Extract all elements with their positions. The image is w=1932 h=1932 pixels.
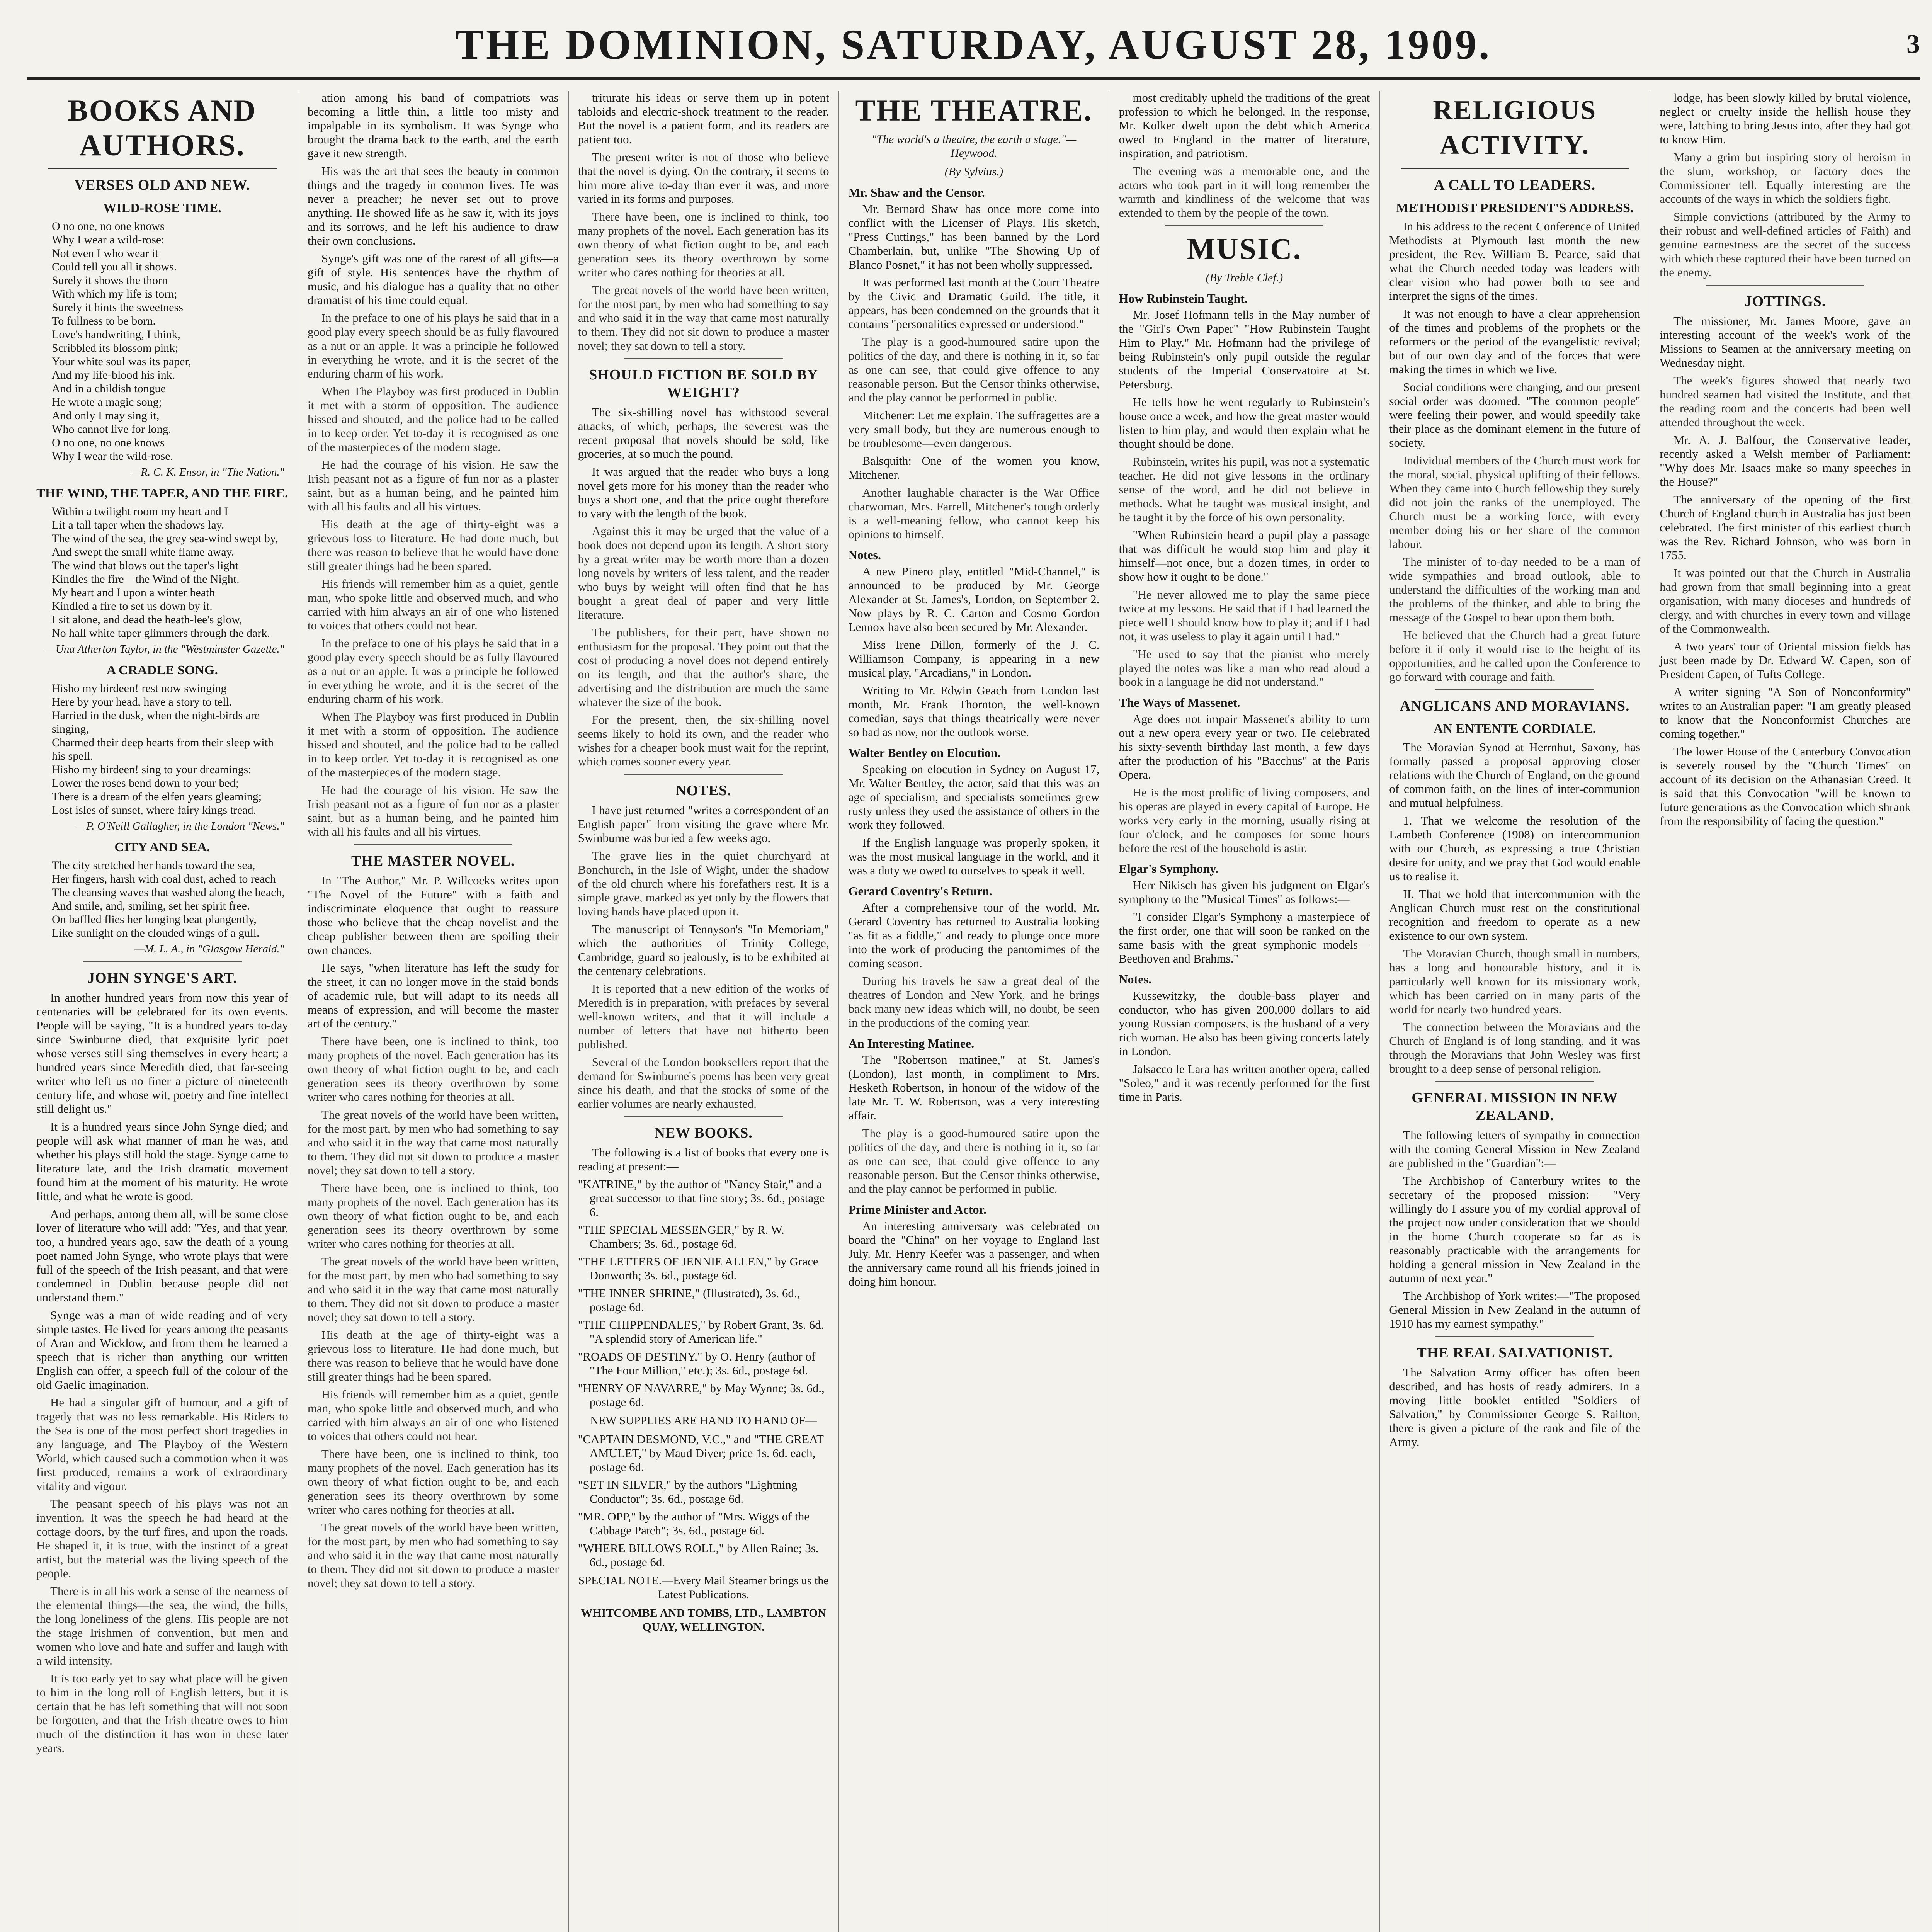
bookseller: WHITCOMBE AND TOMBS, LTD., LAMBTON QUAY, WELLINGTON.: [581, 1607, 827, 1633]
jottings-paragraph: The missioner, Mr. James Moore, gave an interesting account of the week's work of the Missions to Seamen at the anniversary meeting on Wednesday night.: [1660, 314, 1911, 369]
wild-rose-poem: O no one, no one knows Why I wear a wild-rose: Not even I who wear it Could tell you all it shows. Surely it shows the thorn With which my life is torn; Surely it hints the sweetness To fullness to be born. Love's handwriting, I think, Scribbled its blossom pink; Your white soul was its paper, And my life-blood his ink. And in a childish tongue He wrote a magic song; And only I may sing it, Who cannot live for long. O no one, no one knows Why I wear the wild-rose.: [52, 220, 191, 463]
matinee-title: An Interesting Matinee.: [848, 1036, 975, 1050]
master-novel-paragraph: The great novels of the world have been written, for the most part, by men who had something to say and who said it in the way that came most naturally to them. They did not sit down to produce a master novel; they sat down to tell a story.: [307, 1520, 559, 1590]
verses-title: VERSES OLD AND NEW.: [74, 177, 250, 193]
synge-continued: When The Playboy was first produced in Dublin it met with a storm of opposition. The audience hissed and shouted, and the police had to be called in to keep order. Yet to-day it is recognised as one of the masterpieces of the modern stage.: [307, 384, 559, 454]
novel-continued: The great novels of the world have been written, for the most part, by men who had something to say and who said it in the way that came most naturally to them. They did not sit down to produce a master novel; they sat down to tell a story.: [578, 283, 829, 352]
synge-paragraph: Synge was a man of wide reading and of very simple tastes. He lived for years among the peasants of Aran and Wicklow, and from them he learned a speech that is richer than anything our written English can offer, a speech full of the colour of the old Gaelic imagination.: [36, 1308, 288, 1391]
notes-paragraph: I have just returned "writes a correspondent of an English paper" from visiting the grave where Mr. Swinburne was buried a few weeks ago.: [578, 803, 829, 845]
column-3: [568, 91, 838, 1932]
synge-continued: His death at the age of thirty-eight was a grievous loss to literature. He had done much, but there was reason to believe that he would have done still greater things had he been spared.: [307, 517, 559, 573]
rubinstein-paragraph: "He never allowed me to play the same piece twice at my lessons. He said that if I had learned the piece well I should know how to play it; and if I had not, it was useless to play it again until I had.": [1119, 588, 1370, 643]
salvationist-continued: Many a grim but inspiring story of heroism in the slum, workshop, or factory does the Commissioner tell. Equally interesting are the accounts of the ways in which the soldiers fight.: [1660, 150, 1911, 206]
jottings-paragraph: The lower House of the Canterbury Convocation is severely roused by the "Church Times" on account of its decision on the Athanasian Creed. It is said that this Convocation "will be known to future generations as the Convocation which shrank from the responsibility of facing the question.": [1660, 745, 1911, 828]
synge-continued: In the preface to one of his plays he said that in a good play every speech should be as fully flavoured as a nut or an apple. It was a principle he followed in everything he wrote, and it is the secret of the enduring charm of his work.: [307, 311, 559, 380]
bentley-title: Walter Bentley on Elocution.: [848, 746, 1001, 760]
primrose-paragraph: An interesting anniversary was celebrated on board the "China" on her voyage to England last July. Mr. Henry Keefer was a passenger, and when the anniversary came round all his friends joined in doing him honour.: [848, 1219, 1100, 1288]
massenet-paragraph: Age does not impair Massenet's ability to turn out a new opera every year or two. He celebrated his sixty-seventh birthday last month, a few days after the production of his "Bacchus" at the Paris Opera.: [1119, 712, 1370, 781]
mission-title: GENERAL MISSION IN NEW ZEALAND.: [1412, 1090, 1618, 1124]
leaders-title: A CALL TO LEADERS.: [1434, 177, 1596, 193]
new-books-title: NEW BOOKS.: [654, 1125, 753, 1141]
anglicans-paragraph: The Moravian Synod at Herrnhut, Saxony, has formally passed a proposal approving closer relations with the Church of England, on the ground of common faith, on the lines of inter-communion and mutual helpfulness.: [1389, 740, 1641, 810]
book-item: "THE LETTERS OF JENNIE ALLEN," by Grace Donworth; 3s. 6d., postage 6d.: [578, 1255, 818, 1282]
book-item: "ROADS OF DESTINY," by O. Henry (author of "The Four Million," etc.); 3s. 6d., postage 6d.: [578, 1350, 816, 1377]
notes-paragraph: Several of the London booksellers report that the demand for Swinburne's poems has been very great since his death, and that the stocks of some of the earlier volumes are nearly exhausted.: [578, 1055, 829, 1111]
special-notice: SPECIAL NOTE.—Every Mail Steamer brings us the Latest Publications.: [578, 1574, 829, 1601]
cradle-poem: Hisho my birdeen! rest now swinging Here by your head, have a story to tell. Harried in the dusk, when the night-birds are singing, Charmed their deep hearts from their sleep with his spell. Hisho my birdeen! sing to your dreamings: Lower the roses bend down to your bed; There is a dream of the elfen years gleaming; Lost isles of sunset, where fairy kings tread.: [52, 682, 274, 816]
synge-paragraph: In another hundred years from now this year of centenaries will be celebrated for its own events. People will be saying, "It is a hundred years to-day since Swinburne died, that exquisite lyric poet whose verses still sing themselves in every heart; a hundred years since Meredith died, that far-seeing writer who left us no finer a picture of nineteenth century life, and whose wit, poetry and fine intellect still delight us.": [36, 991, 288, 1116]
synge-continued: In the preface to one of his plays he said that in a good play every speech should be as fully flavoured as a nut or an apple. It was a principle he followed in everything he wrote, and it is the secret of the enduring charm of his work.: [307, 636, 559, 706]
anglicans-paragraph: 1. That we welcome the resolution of the Lambeth Conference (1908) on intercommunion with our Church, as expressing a true Christian desire for unity, and we pray that God would enable us to realise it.: [1389, 814, 1641, 883]
leaders-paragraph: He believed that the Church had a great future before it if only it would rise to the height of its opportunities, and he called upon the Conference to go forward with courage and faith.: [1389, 628, 1641, 684]
jottings-paragraph: Mr. A. J. Balfour, the Conservative leader, recently asked a Welsh member of Parliament: "Why does Mr. Isaacs make so many speeches in the House?": [1660, 433, 1911, 488]
music-byline: (By Treble Clef.): [1206, 271, 1283, 284]
music-notes-title: Notes.: [1119, 972, 1151, 986]
jottings-paragraph: A two years' tour of Oriental mission fields has just been made by Dr. Edward W. Capen, son of President Capen, of Tufts College.: [1660, 639, 1911, 681]
fiction-weight-title: SHOULD FICTION BE SOLD BY WEIGHT?: [589, 367, 818, 401]
city-poem: The city stretched her hands toward the sea, Her fingers, harsh with coal dust, ached to reach The cleansing waves that washed along the beach, And smile, and, smiling, set her spirit free. On baffled flies her longing beat plangently, Like sunlight on the clouded wings of a gull.: [52, 859, 285, 939]
synge-paragraph: It is too early yet to say what place will be given to him in the long roll of English letters, but it is certain that he has left something that will not soon be forgotten, and that the Irish theatre owes to him much of the distinction it has won in these later years.: [36, 1672, 288, 1755]
theatre-motto: "The world's a theatre, the earth a stage."—Heywood.: [871, 133, 1077, 160]
leaders-paragraph: Social conditions were changing, and our present social order was doomed. "The common people" were feeling their power, and would speedily take their place as the dominant element in the future of society.: [1389, 380, 1641, 449]
shaw-paragraph: Another laughable character is the War Office charwoman, Mrs. Farrell, Mitchener's tough orderly is a well-meaning fellow, who cannot keep his opinions to himself.: [848, 486, 1100, 541]
coventry-paragraph: During his travels he saw a great deal of the theatres of London and New York, and he brings back many new ideas which will, no doubt, be seen in the productions of the coming year.: [848, 974, 1100, 1029]
shaw-paragraph: Mr. Bernard Shaw has once more come into conflict with the Licenser of Plays. His sketch, "Press Cuttings," has been banned by the Lord Chamberlain, but, unlike "The Showing Up of Blanco Posnet," it has not been wholly suppressed.: [848, 202, 1100, 271]
book-item: "THE INNER SHRINE," (Illustrated), 3s. 6d., postage 6d.: [578, 1286, 800, 1314]
columns: [27, 91, 1920, 1932]
synge-title: JOHN SYNGE'S ART.: [87, 970, 237, 986]
synge-paragraph: The peasant speech of his plays was not an invention. It was the speech he had heard at the cottage doors, by the turf fires, and upon the roads. He shaped it, it is true, with the instinct of a great artist, but the material was the living speech of the people.: [36, 1497, 288, 1580]
music-section-title: MUSIC.: [1187, 232, 1302, 265]
synge-continued: His was the art that sees the beauty in common things and the tragedy in common lives. He was never a preacher; he never set out to prove anything. He showed life as he saw it, with its joys and its sorrows, and he left his audience to draw their own conclusions.: [307, 164, 559, 247]
mission-paragraph: The Archbishop of York writes:—"The proposed General Mission in New Zealand in the autumn of 1910 has my earnest sympathy.": [1389, 1289, 1641, 1330]
synge-paragraph: It is a hundred years since John Synge died; and people will ask what manner of man he was, and whether his plays still hold the stage. Synge came to literature late, and the Irish dramatic movement found him at the moment of his maturity. He wrote little, and what he wrote is good.: [36, 1120, 288, 1203]
cradle-author: —P. O'Neill Gallagher, in the London "News.": [76, 820, 284, 832]
cradle-title: A CRADLE SONG.: [106, 663, 218, 677]
master-novel-title: THE MASTER NOVEL.: [351, 853, 515, 869]
notes-title: NOTES.: [675, 782, 731, 799]
jottings-paragraph: The anniversary of the opening of the first Church of England church in Australia has just been celebrated. The first minister of this earliest church was the Rev. Richard Johnson, who was born in 1755.: [1660, 493, 1911, 562]
synge-paragraph: He had a singular gift of humour, and a gift of tragedy that was no less remarkable. His Riders to the Sea is one of the most perfect short tragedies in any language, and The Playboy of the Western World, which caused such a commotion when it was first produced, remains a work of extraordinary vitality and vigour.: [36, 1396, 288, 1493]
leaders-paragraph: It was not enough to have a clear apprehension of the times and problems of the prophets or the reformers or the period of the evangelistic revival; but of our own day and of the forces that were making the times in which we live.: [1389, 307, 1641, 376]
master-novel-paragraph: His friends will remember him as a quiet, gentle man, who spoke little and observed much, and who carried with him always an air of one who listened to voices that others could not hear.: [307, 1388, 559, 1443]
wind-title: THE WIND, THE TAPER, AND THE FIRE.: [36, 486, 288, 500]
wild-rose-title: WILD-ROSE TIME.: [103, 201, 221, 215]
anglicans-title: ANGLICANS AND MORAVIANS.: [1400, 698, 1630, 714]
column-6: [1379, 91, 1650, 1932]
master-novel-paragraph: The great novels of the world have been written, for the most part, by men who had something to say and who said it in the way that came most naturally to them. They did not sit down to produce a master novel; they sat down to tell a story.: [307, 1255, 559, 1324]
music-note: Kussewitzky, the double-bass player and conductor, who has given 200,000 dollars to aid young Russian composers, is the husband of a very rich woman. He also has been giving concerts lately in London.: [1119, 989, 1370, 1058]
anglicans-paragraph: II. That we hold that intercommunion with the Anglican Church must rest on the constitutional recognition and freedom to operate as a new existence to our own system.: [1389, 887, 1641, 942]
matinee-paragraph: The "Robertson matinee," at St. James's (London), last month, in compliment to Mrs. Hesketh Robertson, in honour of the widow of the late Mr. T. W. Robertson, was a very interesting affair.: [848, 1053, 1100, 1122]
massenet-title: The Ways of Massenet.: [1119, 696, 1240, 709]
anglicans-paragraph: The connection between the Moravians and the Church of England is of long standing, and it was through the Moravians that John Wesley was first brought to a deep sense of personal religion.: [1389, 1020, 1641, 1075]
rubinstein-paragraph: "When Rubinstein heard a pupil play a passage that was difficult he would stop him and play it himself—not once, but a dozen times, in order to show how it ought to be done.": [1119, 528, 1370, 583]
salvationist-continued: lodge, has been slowly killed by brutal violence, neglect or cruelty inside the hellish house they were, latching to bring Jesus into, after they had got to know Him.: [1660, 91, 1911, 146]
rubinstein-paragraph: "He used to say that the pianist who merely played the notes was like a man who read aloud a book in a language he did not understand.": [1119, 647, 1370, 689]
shaw-paragraph: The play is a good-humoured satire upon the politics of the day, and there is nothing in it, so far as one can see, that could give offence to any reasonable person. But the Censor thinks otherwise, and the play cannot be performed in public.: [848, 335, 1100, 404]
notes-paragraph: It is reported that a new edition of the works of Meredith is in preparation, with prefaces by several well-known writers, and that it will include a number of letters that have not hitherto been published.: [578, 982, 829, 1051]
master-novel-paragraph: There have been, one is inclined to think, too many prophets of the novel. Each generation has its own theory of what fiction ought to be, and each generation sees its theory overthrown by some writer who cares nothing for theories at all.: [307, 1034, 559, 1104]
elgar-title: Elgar's Symphony.: [1119, 862, 1219, 876]
synge-continued: When The Playboy was first produced in Dublin it met with a storm of opposition. The audience hissed and shouted, and the police had to be called in to keep order. Yet to-day it is recognised as one of the masterpieces of the modern stage.: [307, 710, 559, 779]
synge-continued: He had the courage of his vision. He saw the Irish peasant not as a figure of fun nor as a plaster saint, but as a human being, and he painted him with all his faults and all his virtues.: [307, 783, 559, 838]
fiction-weight-paragraph: The publishers, for their part, have shown no enthusiasm for the proposal. They point out that the cost of producing a novel does not depend entirely on its length, and that the author's share, the advertising and the distribution are much the same whatever the size of the book.: [578, 626, 829, 709]
theatre-note: Miss Irene Dillon, formerly of the J. C. Williamson Company, is appearing in a new musical play, "Arcadians," in London.: [848, 638, 1100, 679]
book-item: "CAPTAIN DESMOND, V.C.," and "THE GREAT AMULET," by Maud Diver; price 1s. 6d. each, postage 6d.: [578, 1432, 824, 1474]
anglicans-subtitle: AN ENTENTE CORDIALE.: [1434, 722, 1596, 736]
fiction-weight-paragraph: The six-shilling novel has withstood several attacks, of which, perhaps, the severest was the recent proposal that novels should be sold, like groceries, at so much the pound.: [578, 405, 829, 461]
leaders-subtitle: METHODIST PRESIDENT'S ADDRESS.: [1396, 201, 1634, 215]
jottings-title: JOTTINGS.: [1744, 293, 1826, 310]
synge-continued: Synge's gift was one of the rarest of all gifts—a gift of style. His sentences have the rhythm of music, and his dialogue has a quality that no other dramatist of his time could equal.: [307, 252, 559, 307]
rubinstein-paragraph: He tells how he went regularly to Rubinstein's house once a week, and how the great master would listen to him play, and would then explain what he thought should be done.: [1119, 395, 1370, 451]
elgar-paragraph: Herr Nikisch has given his judgment on Elgar's symphony to the "Musical Times" as follows:—: [1119, 878, 1370, 906]
column-2: [298, 91, 568, 1932]
novel-continued: The present writer is not of those who believe that the novel is dying. On the contrary, it seems to him more alive to-day than ever it was, and more varied in its forms and purposes.: [578, 150, 829, 206]
wind-author: —Una Atherton Taylor, in the "Westminster Gazette.": [46, 643, 284, 655]
book-item: "MR. OPP," by the author of "Mrs. Wiggs of the Cabbage Patch"; 3s. 6d., postage 6d.: [578, 1510, 810, 1537]
theatre-byline: (By Sylvius.): [944, 165, 1003, 178]
massenet-paragraph: He is the most prolific of living composers, and his operas are played in every capital of Europe. He works very early in the morning, usually rising at four o'clock, and he composes for some hours before the rest of the household is astir.: [1119, 786, 1370, 855]
music-note: Jalsacco le Lara has written another opera, called "Soleo," and it was recently performed for the first time in Paris.: [1119, 1062, 1370, 1104]
synge-continued: He had the courage of his vision. He saw the Irish peasant not as a figure of fun nor as a plaster saint, but as a human being, and he painted him with all his faults and all his virtues.: [307, 458, 559, 513]
theatre-continued: most creditably upheld the traditions of the great profession to which he belonged. In the response, Mr. Kolker dwelt upon the debt which America owed to England in the matter of literature, inspiration, and patriotism.: [1119, 91, 1370, 160]
religion-section-title: RELIGIOUS ACTIVITY.: [1433, 95, 1597, 160]
master-novel-paragraph: His death at the age of thirty-eight was a grievous loss to literature. He had done much, but there was reason to believe that he would have done still greater things had he been spared.: [307, 1328, 559, 1383]
jottings-paragraph: It was pointed out that the Church in Australia had grown from that small beginning into a great organisation, with many dioceses and hundreds of clergy, and with churches in every town and village of the Commonwealth.: [1660, 566, 1911, 635]
fiction-weight-paragraph: Against this it may be urged that the value of a book does not depend upon its length. A short story by a great writer may be worth more than a dozen long novels by writers of less talent, and the reader who buys by weight will often find that he has bought a great deal of paper and very little literature.: [578, 524, 829, 621]
book-item: "THE CHIPPENDALES," by Robert Grant, 3s. 6d. "A splendid story of American life.": [578, 1318, 824, 1345]
masthead-title: THE DOMINION, SATURDAY, AUGUST 28, 1909.: [455, 20, 1492, 68]
rubinstein-paragraph: Mr. Josef Hofmann tells in the May number of the "Girl's Own Paper" "How Rubinstein Taught Him to Play." Mr. Hofmann had the privilege of being Rubinstein's only pupil outside the regular students of the Imperial Conservatoire at St. Petersburg.: [1119, 308, 1370, 391]
rubinstein-title: How Rubinstein Taught.: [1119, 291, 1248, 305]
master-novel-paragraph: In "The Author," Mr. P. Willcocks writes upon "The Novel of the Future" with a faith and indiscriminate eloquence that ought to reassure those who believe that the cheap novelist and the cheap publisher between them are spoiling their own chances.: [307, 874, 559, 957]
leaders-paragraph: Individual members of the Church must work for the moral, social, physical uplifting of their fellows. When they came into Church fellowship they surely did not join the ranks of the unemployed. The Church must be a working force, with every member doing his or her share of the common labour.: [1389, 454, 1641, 551]
notes-paragraph: The grave lies in the quiet churchyard at Bonchurch, in the Isle of Wight, under the shadow of the old church where his forefathers rest. It is a simple grave, marked as yet only by the flowers that loving hands have placed upon it.: [578, 849, 829, 918]
book-item: "THE SPECIAL MESSENGER," by R. W. Chambers; 3s. 6d., postage 6d.: [578, 1223, 784, 1250]
salvationist-continued: Simple convictions (attributed by the Army to their robust and well-defined articles of Faith) and genuine earnestness are the secret of the success with which these captured their have been turned on the enemy.: [1660, 210, 1911, 279]
column-1: [27, 91, 298, 1932]
jottings-paragraph: The week's figures showed that nearly two hundred seamen had visited the Institute, and that the reading room and the concerts had been well attended throughout the week.: [1660, 374, 1911, 429]
notes-paragraph: The manuscript of Tennyson's "In Memoriam," which the authorities of Trinity College, Cambridge, guard so jealously, is to be exhibited at the centenary celebrations.: [578, 922, 829, 978]
book-item: "SET IN SILVER," by the authors "Lightning Conductor"; 3s. 6d., postage 6d.: [578, 1478, 798, 1505]
primrose-title: Prime Minister and Actor.: [848, 1202, 986, 1216]
elgar-paragraph: "I consider Elgar's Symphony a masterpiece of the first order, one that will soon be ranked on the same basis with the great symphonic models—Beethoven and Brahms.": [1119, 910, 1370, 965]
wind-poem: Within a twilight room my heart and I Lit a tall taper when the shadows lay. The wind of the sea, the grey sea-wind swept by, And swept the small white flame away. The wind that blows out the taper's light Kindles the fire—the Wind of the Night. My heart and I upon a winter heath Kindled a fire to set us down by it. I sit alone, and dead the heath-lee's glow, No hall white taper glimmers through the dark.: [52, 505, 278, 639]
wild-rose-author: —R. C. K. Ensor, in "The Nation.": [131, 466, 284, 478]
novel-continued: triturate his ideas or serve them up in potent tabloids and electric-shock treatment to the reader. But the novel is a patient form, and its readers are patient too.: [578, 91, 829, 146]
new-supplies: NEW SUPPLIES ARE HAND TO HAND OF—: [590, 1414, 817, 1427]
master-novel-paragraph: There have been, one is inclined to think, too many prophets of the novel. Each generation has its own theory of what fiction ought to be, and each generation sees its theory overthrown by some writer who cares nothing for theories at all.: [307, 1181, 559, 1250]
rubinstein-paragraph: Rubinstein, writes his pupil, was not a systematic teacher. He did not give lessons in the ordinary sense of the word, and he did not believe in methods. What he taught was musical insight, and he taught it by the force of his own personality.: [1119, 455, 1370, 524]
matinee-paragraph: The play is a good-humoured satire upon the politics of the day, and there is nothing in it, so far as one can see, that could give offence to any reasonable person. But the Censor thinks otherwise, and the play cannot be performed in public.: [848, 1126, 1100, 1196]
book-item: "WHERE BILLOWS ROLL," by Allen Raine; 3s. 6d., postage 6d.: [578, 1541, 819, 1569]
book-item: "KATRINE," by the author of "Nancy Stair," and a great successor to that fine story; 3s. 6d., postage 6.: [578, 1177, 825, 1219]
salvationist-title: THE REAL SALVATIONIST.: [1417, 1345, 1613, 1361]
leaders-paragraph: The minister of to-day needed to be a man of wide sympathies and broad outlook, able to understand the difficulties of the working man and the problems of the thinker, and able to bring the message of the Gospel to bear upon them both.: [1389, 555, 1641, 624]
synge-continued: His friends will remember him as a quiet, gentle man, who spoke little and observed much, and who carried with him always an air of one who listened to voices that others could not hear.: [307, 577, 559, 632]
synge-continued: ation among his band of compatriots was becoming a little thin, a little too misty and impalpable in its symbolism. It was Synge who brought the drama back to the earth, and the earth gave it new strength.: [307, 91, 559, 160]
book-item: "HENRY OF NAVARRE," by May Wynne; 3s. 6d., postage 6d.: [578, 1381, 825, 1409]
anglicans-paragraph: The Moravian Church, though small in numbers, has a long and honourable history, and it is particularly well known for its missionary work, which has been carried on in many parts of the world for nearly two hundred years.: [1389, 947, 1641, 1016]
novel-continued: There have been, one is inclined to think, too many prophets of the novel. Each generation has its own theory of what fiction ought to be, and each generation sees its theory overthrown by some writer who cares nothing for theories at all.: [578, 210, 829, 279]
salvationist-paragraph: The Salvation Army officer has often been described, and has hosts of ready admirers. In a moving little booklet entitled "Soldiers of Salvation," by Commissioner George S. Railton, there is given a picture of the rank and file of the Army.: [1389, 1366, 1641, 1449]
coventry-title: Gerard Coventry's Return.: [848, 884, 992, 898]
fiction-weight-paragraph: It was argued that the reader who buys a long novel gets more for his money than the reader who buys a short one, and that the price ought therefore to vary with the length of the book.: [578, 465, 829, 520]
master-novel-paragraph: The great novels of the world have been written, for the most part, by men who had something to say and who said it in the way that came most naturally to them. They did not sit down to produce a master novel; they sat down to tell a story.: [307, 1108, 559, 1177]
jottings-paragraph: A writer signing "A Son of Nonconformity" writes to an Australian paper: "I am greatly pleased to know that the Nonconformist Churches are coming together.": [1660, 685, 1911, 740]
theatre-note: Writing to Mr. Edwin Geach from London last month, Mr. Frank Thornton, the well-known comedian, says that things theatrically were never so bad as now, nor the outlook worse.: [848, 684, 1100, 739]
bentley-paragraph: Speaking on elocution in Sydney on August 17, Mr. Walter Bentley, the actor, said that this was an age of specialism, and specialists sometimes grew rusty unless they used the assistance of others in the work they followed.: [848, 762, 1100, 832]
theatre-note: A new Pinero play, entitled "Mid-Channel," is announced to be produced by Mr. George Alexander at St. James's, London, on September 2. Now plays by R. C. Carton and Cosmo Gordon Lennox have also been secured by Mr. Alexander.: [848, 565, 1100, 634]
books-section-title: BOOKS AND AUTHORS.: [68, 94, 257, 162]
synge-paragraph: There is in all his work a sense of the nearness of the elemental things—the sea, the wind, the hills, the long loneliness of the glens. His people are not the stage Irishmen of convention, but men and women who love and hate and suffer and laugh with a wild intensity.: [36, 1584, 288, 1667]
master-novel-paragraph: He says, "when literature has left the study for the street, it can no longer move in the staid bonds of academic rule, but will adapt to its needs all means of expression, and will become the master art of the century.": [307, 961, 559, 1030]
mission-paragraph: The following letters of sympathy in connection with the coming General Mission in New Zealand are published in the "Guardian":—: [1389, 1128, 1641, 1170]
page-number: 3: [1906, 29, 1920, 59]
theatre-continued: The evening was a memorable one, and the actors who took part in it will long remember the warmth and kindliness of the welcome that was extended to them by the people of the town.: [1119, 164, 1370, 219]
masthead: [27, 12, 1920, 80]
theatre-section-title: THE THEATRE.: [855, 94, 1093, 127]
shaw-title: Mr. Shaw and the Censor.: [848, 185, 985, 199]
master-novel-paragraph: There have been, one is inclined to think, too many prophets of the novel. Each generation has its own theory of what fiction ought to be, and each generation sees its theory overthrown by some writer who cares nothing for theories at all.: [307, 1447, 559, 1516]
leaders-paragraph: In his address to the recent Conference of United Methodists at Plymouth last month the new president, the Rev. William B. Pearce, said that what the Church needed today was leaders with clear vision who had power both to see and interpret the signs of the times.: [1389, 219, 1641, 303]
fiction-weight-paragraph: For the present, then, the six-shilling novel seems likely to hold its own, and the reader who wishes for a cheaper book must wait for the reprint, which comes sooner every year.: [578, 713, 829, 768]
new-books-intro: The following is a list of books that every one is reading at present:—: [578, 1146, 829, 1173]
column-7: [1650, 91, 1920, 1932]
column-5: [1109, 91, 1379, 1932]
shaw-paragraph: It was performed last month at the Court Theatre by the Civic and Dramatic Guild. The title, it appears, has been condemned on the grounds that it contains "personalities expressed or understood.": [848, 276, 1100, 331]
city-title: CITY AND SEA.: [114, 840, 210, 854]
synge-paragraph: And perhaps, among them all, will be some close lover of literature who will add: "Yes, and that year, too, a hundred years ago, saw the death of a young poet named John Synge, who wrote plays that were full of the speech of the Irish peasant, and that were condemned in Dublin because people did not understand them.": [36, 1207, 288, 1304]
coventry-paragraph: After a comprehensive tour of the world, Mr. Gerard Coventry has returned to Australia looking "as fit as a fiddle," and ready to plunge once more into the work of producing the pantomimes of the coming season.: [848, 901, 1100, 970]
mission-paragraph: The Archbishop of Canterbury writes to the secretary of the proposed mission:— "Very willingly do I assure you of my cordial approval of the project now under consideration that we should in the home Church cooperate so far as is reasonably practicable with the arrangements for holding a general mission in New Zealand in the autumn of next year.": [1389, 1174, 1641, 1285]
city-author: —M. L. A., in "Glasgow Herald.": [134, 943, 284, 955]
theatre-notes-title: Notes.: [848, 548, 881, 562]
shaw-paragraph: Mitchener: Let me explain. The suffragettes are a very small body, but they are numerous enough to be troublesome—even dangerous.: [848, 408, 1100, 450]
shaw-paragraph: Balsquith: One of the women you know, Mitchener.: [848, 454, 1100, 481]
bentley-paragraph: If the English language was properly spoken, it was the most musical language in the world, and it was a duty we owed to ourselves to speak it well.: [848, 836, 1100, 877]
column-4: [838, 91, 1109, 1932]
